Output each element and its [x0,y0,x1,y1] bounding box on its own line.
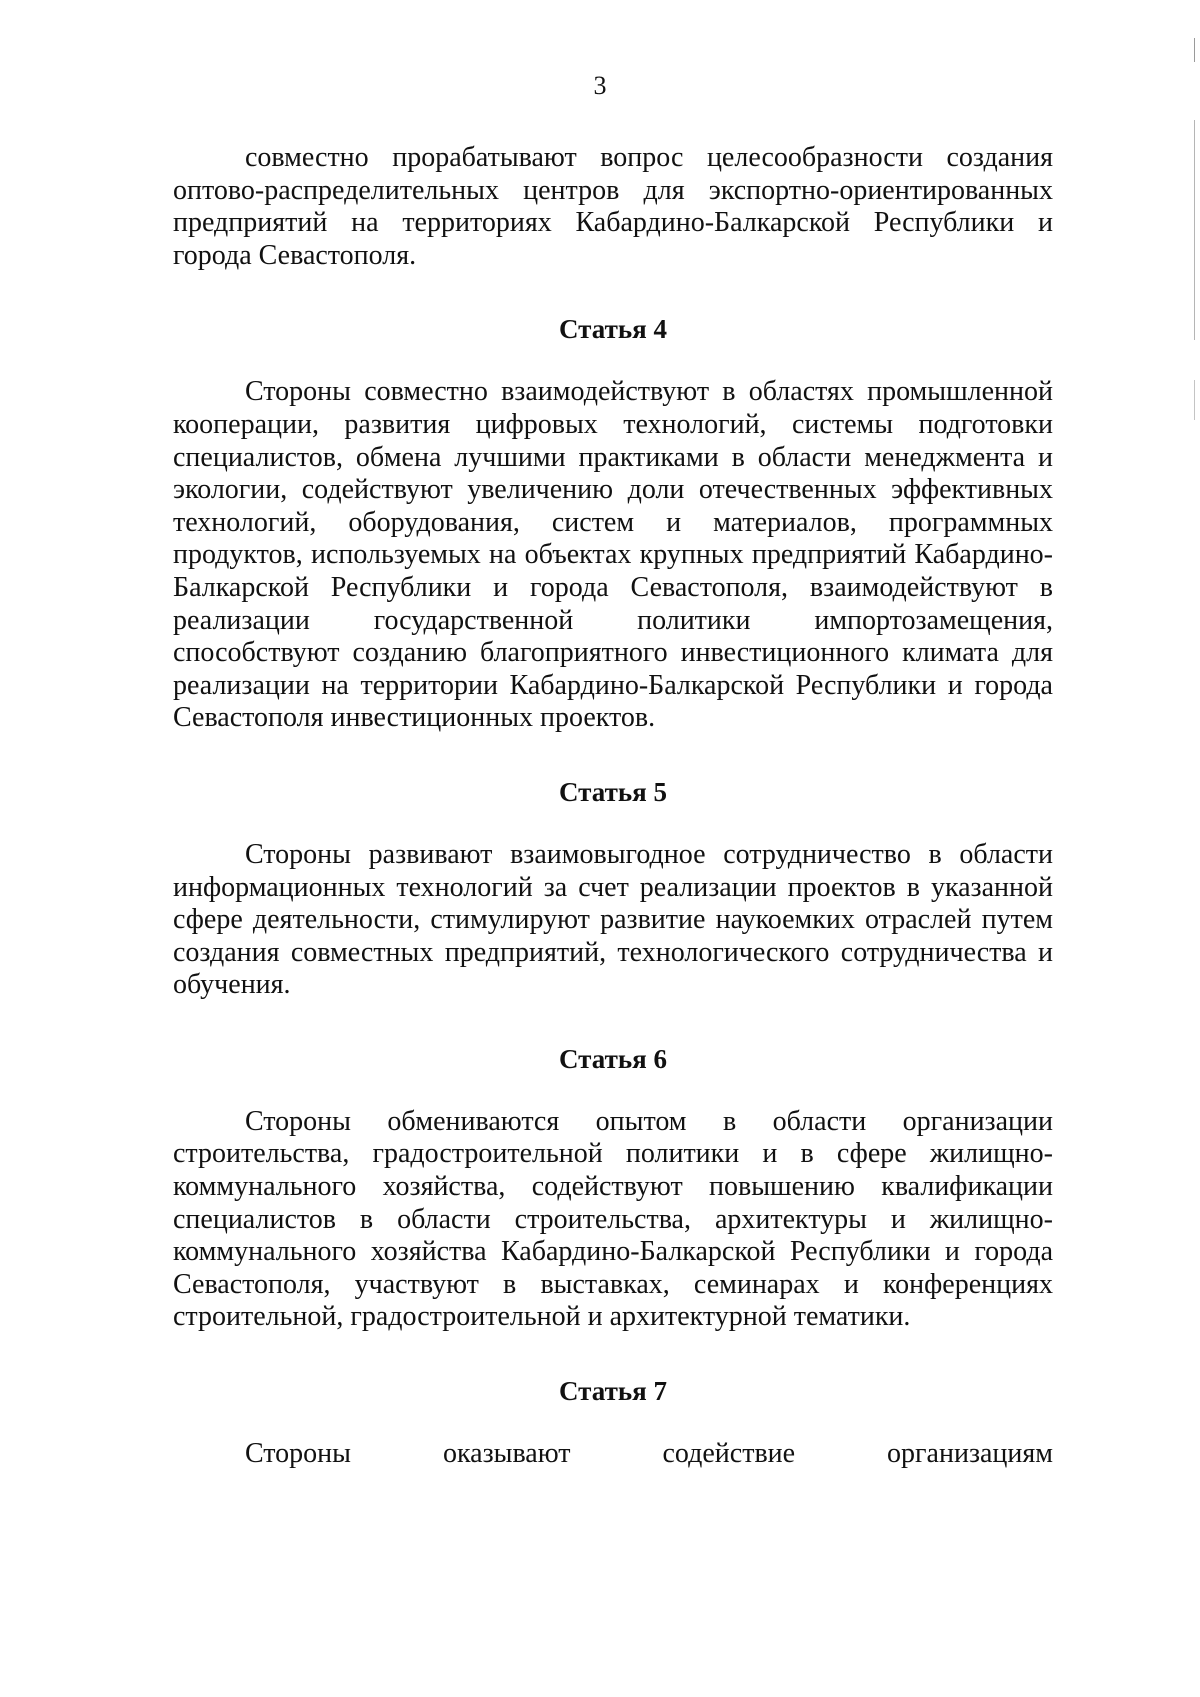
article-4-heading: Статья 4 [559,314,667,345]
spacer [173,1002,1053,1043]
spacer [173,1075,1053,1106]
article-7-paragraph: Стороны оказывают содействие организациям [245,1438,1053,1470]
article-6-paragraph: Стороны обмениваются опытом в области организации строительства, градостроительной политики и в сфере жилищно-коммунального хозяйства, содействуют повышению квалификации специалистов в области строительства, архитектуры и жилищно-коммунального хозяйства Кабардино-Балкарской Республики и города Севастополя, участвуют в выставках, семинарах и конференциях строительной, градостроительной и архитектурной тематики. [173,1105,1053,1333]
scan-edge-mark [1194,38,1195,62]
article-5-paragraph: Стороны развивают взаимовыгодное сотрудничество в области информационных технологий за счет реализации проектов в указанной сфере деятельности, стимулируют развитие наукоемких отраслей путем создания совместных предприятий, технологического сотрудничества и обучения. [173,838,1053,1001]
scan-edge-mark [1194,380,1195,420]
spacer [173,1407,1053,1438]
page-number: 3 [593,71,607,100]
spacer [173,808,1053,839]
intro-paragraph: совместно прорабатывают вопрос целесообразности создания оптово-распределительных центров для экспортно-ориентированных предприятий на территориях Кабардино-Балкарской Республики и города Севастополя. [173,142,1053,271]
scan-edge-mark [1194,120,1195,340]
spacer [173,345,1053,376]
spacer [173,272,1053,313]
article-7-heading: Статья 7 [559,1376,667,1407]
article-5-heading: Статья 5 [559,776,667,807]
article-6-heading: Статья 6 [559,1043,667,1074]
spacer [173,1334,1053,1375]
spacer [173,735,1053,776]
document-body [173,142,1053,1471]
article-4-paragraph: Стороны совместно взаимодействуют в областях промышленной кооперации, развития цифровых технологий, системы подготовки специалистов, обмена лучшими практиками в области менеджмента и экологии, содействуют увеличению доли отечественных эффективных технологий, оборудования, систем и материалов, программных продуктов, используемых на объектах крупных предприятий Кабардино-Балкарской Республики и города Севастополя, взаимодействуют в реализации государственной политики импортозамещения, способствуют созданию благоприятного инвестиционного климата для реализации на территории Кабардино-Балкарской Республики и города Севастополя инвестиционных проектов. [173,376,1053,734]
